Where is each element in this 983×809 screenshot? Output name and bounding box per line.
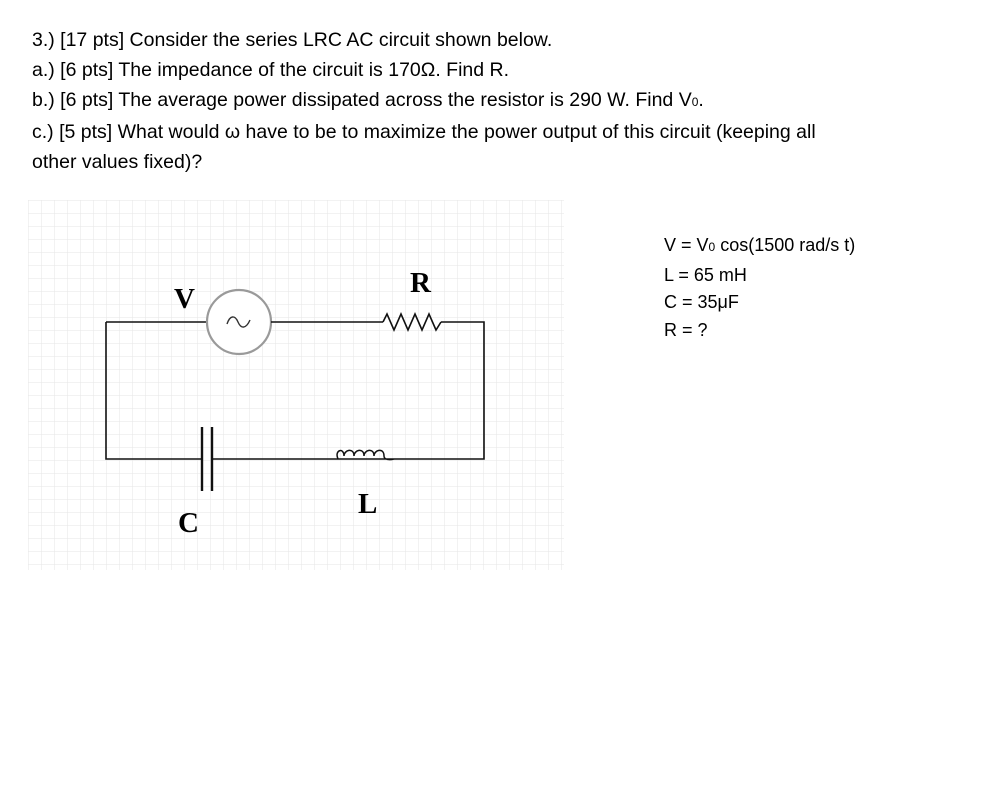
part-b-text: b.) [6 pts] The average power dissipated across the resistor is 290 W. Find V	[32, 89, 692, 111]
part-b-end: .	[698, 89, 704, 111]
param-resistance: R = ?	[664, 319, 708, 340]
part-c-line1: c.) [5 pts] What would ω have to be to maximize the power output of this circuit (keeping all	[32, 121, 816, 143]
param-inductance: L = 65 mH	[664, 264, 747, 285]
circuit-parameters	[664, 232, 855, 344]
label-r: R	[410, 267, 431, 299]
circuit-diagram	[28, 200, 564, 570]
param-voltage-prefix: V = V	[664, 235, 709, 255]
param-voltage	[664, 232, 855, 262]
question-intro: 3.) [17 pts] Consider the series LRC AC circuit shown below.	[32, 29, 553, 51]
ac-source-icon	[207, 290, 271, 354]
part-c-line2: other values fixed)?	[32, 151, 203, 173]
part-b-subscript: 0	[691, 95, 699, 109]
question-text	[32, 25, 962, 177]
label-c: C	[178, 507, 199, 539]
part-a: a.) [6 pts] The impedance of the circuit is 170Ω. Find R.	[32, 59, 510, 81]
param-capacitance: C = 35μF	[664, 292, 739, 312]
label-v: V	[174, 283, 195, 315]
param-voltage-rest: cos(1500 rad/s t)	[715, 235, 856, 255]
label-l: L	[358, 488, 378, 520]
param-voltage-subscript: 0	[708, 240, 716, 254]
part-b	[32, 85, 962, 117]
